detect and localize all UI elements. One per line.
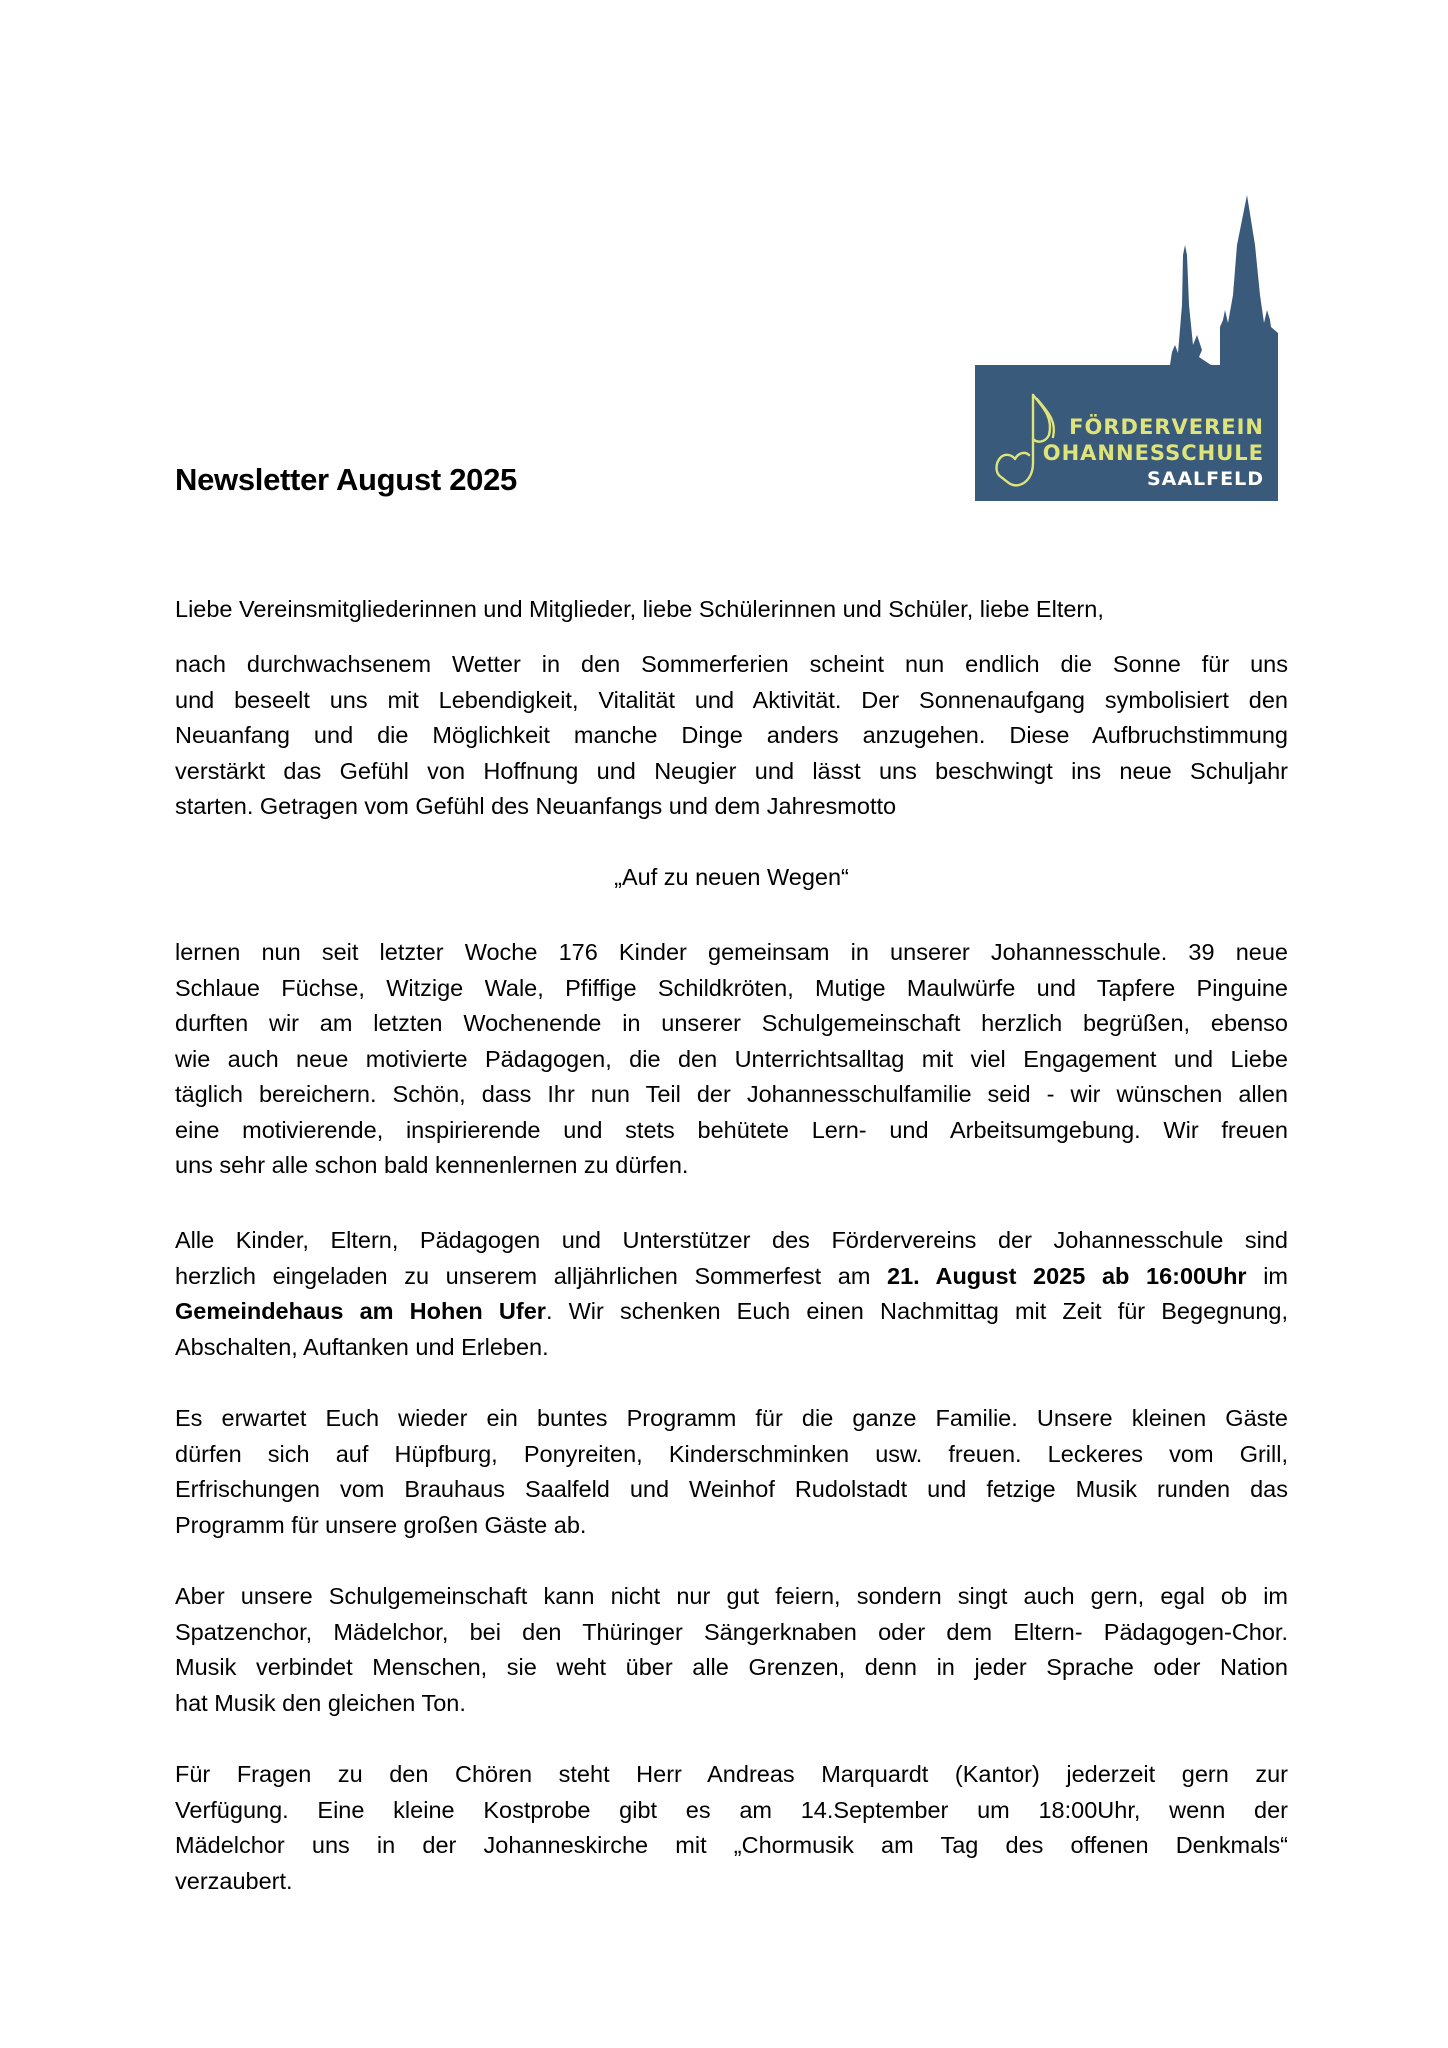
greeting [175, 592, 1288, 628]
text-line: verzaubert. [175, 1867, 293, 1894]
text-line [175, 1259, 1288, 1295]
paragraph-program [175, 1401, 1288, 1543]
text-line: durften wir am letzten Wochenende in unserer Schulgemeinschaft herzlich begrüßen, ebenso [175, 1010, 1288, 1036]
logo-text-johannesschule: OHANNESSCHULE [1042, 441, 1264, 465]
text-line: hat Musik den gleichen Ton. [175, 1689, 466, 1716]
logo-text-saalfeld: SAALFELD [1146, 468, 1264, 490]
text-line: Neuanfang und die Möglichkeit manche Dinge anders anzugehen. Diese Aufbruchstimmung [175, 722, 1288, 748]
paragraph-new-students [175, 935, 1288, 1184]
paragraph-intro [175, 647, 1288, 825]
text-line: Für Fragen zu den Chören steht Herr Andreas Marquardt (Kantor) jederzeit gern zur [175, 1761, 1288, 1787]
motto-quote: „Auf zu neuen Wegen“ [614, 864, 849, 890]
text-span: . Wir schenken Euch einen Nachmittag mit Zeit für Begegnung, [545, 1298, 1289, 1324]
event-date-time: 21. August 2025 ab 16:00Uhr [887, 1262, 1247, 1289]
text-line: Spatzenchor, Mädelchor, bei den Thüringer Sängerknaben oder dem Eltern- Pädagogen-Chor. [175, 1618, 1288, 1645]
text-line: lernen nun seit letzter Woche 176 Kinder gemeinsam in unserer Johannesschule. 39 neue [175, 939, 1288, 965]
text-line: Es erwartet Euch wieder ein buntes Programm für die ganze Familie. Unsere kleinen Gäste [175, 1405, 1288, 1431]
logo-text-foerderverein: FÖRDERVEREIN [1069, 415, 1264, 439]
text-line: Aber unsere Schulgemeinschaft kann nicht nur gut feiern, sondern singt auch gern, egal ob im [175, 1583, 1288, 1609]
paragraph-choirs [175, 1579, 1288, 1721]
text-line: Mädelchor uns in der Johanneskirche mit „Chormusik am Tag des offenen Denkmals“ [175, 1832, 1288, 1858]
text-span: herzlich eingeladen zu unserem alljährlichen Sommerfest am [175, 1262, 888, 1289]
text-line [175, 1294, 1288, 1330]
text-line: Verfügung. Eine kleine Kostprobe gibt es am 14.September um 18:00Uhr, wenn der [175, 1796, 1288, 1823]
text-line: eine motivierende, inspirierende und stets behütete Lern- und Arbeitsumgebung. Wir freuen [175, 1116, 1288, 1143]
paragraph-contact [175, 1757, 1288, 1899]
text-line: starten. Getragen vom Gefühl des Neuanfangs und dem Jahresmotto [175, 793, 897, 819]
text-line: Erfrischungen vom Brauhaus Saalfeld und Weinhof Rudolstadt und fetzige Musik runden das [175, 1476, 1288, 1502]
paragraph-summer-fest [175, 1223, 1288, 1365]
text-line: Programm für unsere großen Gäste ab. [175, 1511, 587, 1538]
text-line: Abschalten, Auftanken und Erleben. [175, 1333, 549, 1360]
logo-foerderverein [975, 195, 1290, 501]
event-location: Gemeindehaus am Hohen Ufer [175, 1298, 546, 1324]
text-line: dürfen sich auf Hüpfburg, Ponyreiten, Kinderschminken usw. freuen. Leckeres vom Grill, [175, 1440, 1288, 1467]
text-line: wie auch neue motivierte Pädagogen, die den Unterrichtsalltag mit viel Engagement und Liebe [175, 1045, 1288, 1072]
text-span: im [1246, 1262, 1289, 1289]
text-line: nach durchwachsenem Wetter in den Sommerferien scheint nun endlich die Sonne für uns [175, 651, 1288, 677]
page-title: Newsletter August 2025 [175, 462, 517, 497]
text-line: Schlaue Füchse, Witzige Wale, Pfiffige Schildkröten, Mutige Maulwürfe und Tapfere Pinguine [175, 974, 1288, 1001]
text-line: Alle Kinder, Eltern, Pädagogen und Unterstützer des Fördervereins der Johannesschule sind [175, 1227, 1288, 1253]
text-line: täglich bereichern. Schön, dass Ihr nun Teil der Johannesschulfamilie seid - wir wünschen allen [175, 1081, 1288, 1107]
text-line: und beseelt uns mit Lebendigkeit, Vitalität und Aktivität. Der Sonnenaufgang symbolisiert den [175, 686, 1288, 713]
text-line: verstärkt das Gefühl von Hoffnung und Neugier und lässt uns beschwingt ins neue Schuljahr [175, 757, 1288, 784]
text-line: uns sehr alle schon bald kennenlernen zu dürfen. [175, 1152, 689, 1178]
greeting-text: Liebe Vereinsmitgliederinnen und Mitglieder, liebe Schülerinnen und Schüler, liebe Eltern, [175, 596, 1104, 622]
text-line: Musik verbindet Menschen, sie weht über alle Grenzen, denn in jeder Sprache oder Nation [175, 1654, 1288, 1680]
